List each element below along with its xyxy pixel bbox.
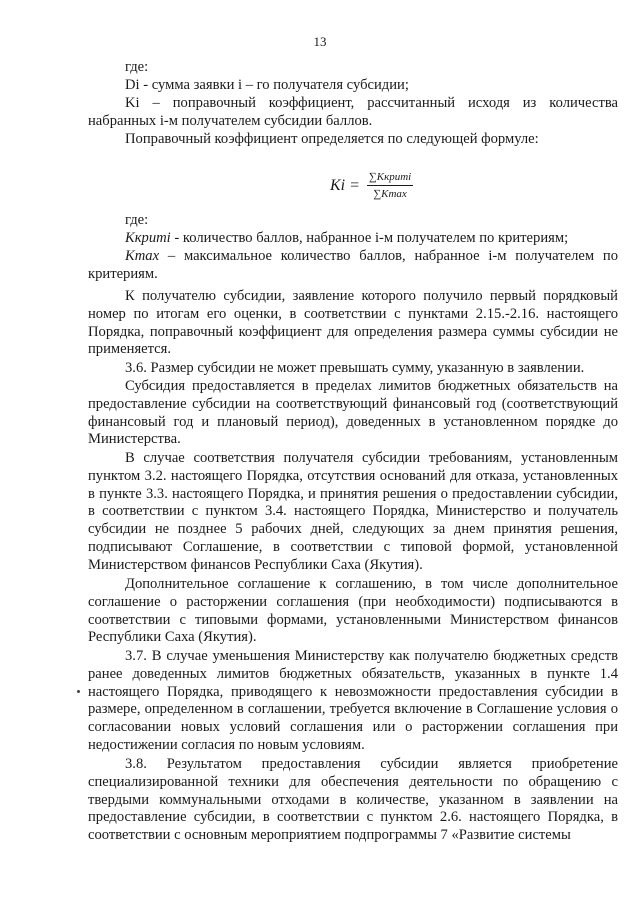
- kkrit-symbol: Ккритi: [125, 230, 171, 246]
- definition-kmax: [88, 248, 618, 284]
- correction-formula: [330, 170, 413, 201]
- formula-fraction: [367, 170, 413, 201]
- kmax-text: – максимальное количество баллов, набранное i-м получателем по критериям.: [88, 248, 618, 282]
- formula-lhs: Ki =: [330, 176, 360, 194]
- formula-denominator: ∑Kmax: [373, 188, 407, 200]
- gde-label-2: где:: [125, 212, 149, 228]
- paragraph-3-7: 3.7. В случае уменьшения Министерству как получателю бюджетных средств ранее доведенных лимитов бюджетных обязательств, указанных в пункте 1.4 настоящего Порядка, приводящего к невозможности предоставления субсидии в размере, определенном в соглашении, требуется включение в Соглашение условия о согласовании новых условий соглашения или о расторжении соглашения при недостижении согласия по новым условиям.: [88, 648, 618, 753]
- paragraph-3-6: 3.6. Размер субсидии не может превышать сумму, указанную в заявлении.: [125, 360, 585, 376]
- gde-label-1: где:: [125, 59, 149, 75]
- paragraph-agreement: В случае соответствия получателя субсидии требованиям, установленным пунктом 3.2. настоящего Порядка, отсутствия оснований для отказа, установленных в пункте 3.3. настоящего Порядка, и принятия решения о предоставлении субсидии, в соответствии с пунктом 3.4. настоящего Порядка, Министерство и получатель субсидии не позднее 5 рабочих дней, следующих за днем принятия решения, подписывают Соглашение, в соответствии с типовой формой, установленной Министерством финансов Республики Саха (Якутия).: [88, 450, 618, 573]
- paragraph-additional: Дополнительное соглашение к соглашению, в том числе дополнительное соглашение о расторжении соглашения (при необходимости) подписываются в соответствии с типовыми формами, установленными Министерством финансов Республики Саха (Якутия).: [88, 576, 618, 646]
- definition-ki: Ki – поправочный коэффициент, рассчитанный исходя из количества набранных i-м получателем субсидии баллов.: [88, 95, 618, 129]
- definition-di: Di - сумма заявки i – го получателя субсидии;: [125, 77, 409, 93]
- formula-intro: Поправочный коэффициент определяется по следующей формуле:: [125, 131, 539, 147]
- scan-dot-mark: [77, 690, 80, 693]
- paragraph-3-8: 3.8. Результатом предоставления субсидии является приобретение специализированной техники для обеспечения деятельности по обращению с твердыми коммунальными отходами в количестве, указанном в заявлении на предоставление субсидии, в соответствии с пунктом 2.6. настоящего Порядка, в соответствии с основным мероприятием подпрограммы 7 «Развитие системы: [88, 756, 618, 844]
- paragraph-limits: Субсидия предоставляется в пределах лимитов бюджетных обязательств на предоставление субсидии на соответствующий финансовый год (соответствующий финансовый год и плановый период), доведенных в установленном порядке до Министерства.: [88, 378, 618, 448]
- paragraph-first-place: К получателю субсидии, заявление которого получило первый порядковый номер по итогам его оценки, в соответствии с пунктами 2.15.-2.16. настоящего Порядка, поправочный коэффициент для определения размера суммы субсидии не применяется.: [88, 288, 618, 358]
- formula-numerator: ∑Ккритi: [367, 170, 413, 186]
- kkrit-text: - количество баллов, набранное i-м получателем по критериям;: [170, 230, 569, 246]
- definition-kkrit: [88, 230, 618, 248]
- kmax-symbol: Kmax: [125, 248, 160, 264]
- page-number: 13: [313, 34, 327, 49]
